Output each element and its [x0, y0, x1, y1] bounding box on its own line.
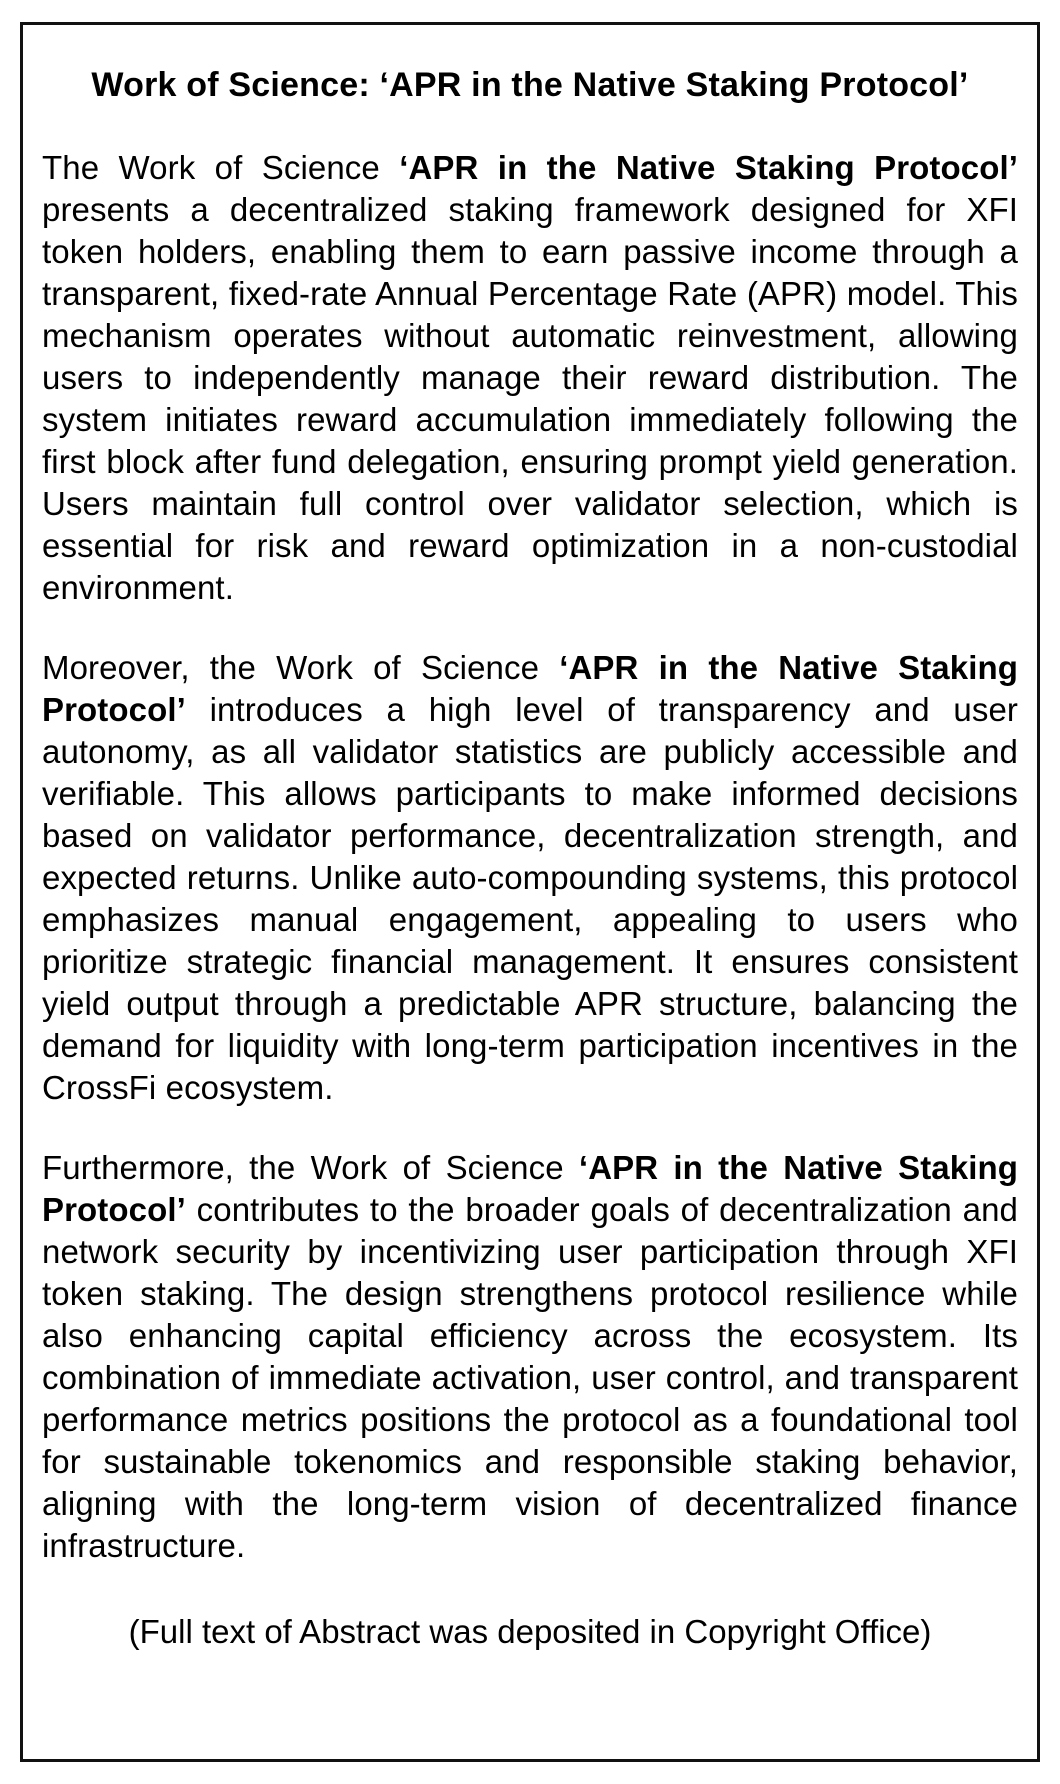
text-run: Moreover, the Work of Science [42, 649, 560, 686]
work-title-emphasis: ‘APR in the Native Staking Protocol’ [399, 149, 1018, 186]
text-run: The Work of Science [42, 149, 400, 186]
text-run: contributes to the broader goals of decentralization and network security by incentivizing user participation through XFI token staking. The design strengthens protocol resilience while also enhancing capital efficiency across the ecosystem. Its combination of immediate activation, user control, and transparent performance metrics positions the protocol as a foundational tool for sustainable tokenomics and responsible staking behavior, aligning with the long-term vision of decentralized finance infrastructure. [42, 1191, 1018, 1564]
text-run: Furthermore, the Work of Science [42, 1149, 579, 1186]
abstract-paragraph [42, 147, 1018, 609]
abstract-paragraph [42, 1147, 1018, 1567]
work-title-emphasis: ‘APR in the Native Staking Protocol’ [42, 1149, 1018, 1228]
abstract-paragraphs [42, 147, 1018, 1567]
work-title-emphasis: ‘APR in the Native Staking Protocol’ [42, 649, 1018, 728]
document-title: Work of Science: ‘APR in the Native Staking Protocol’ [91, 66, 969, 104]
text-run: presents a decentralized staking framework designed for XFI token holders, enabling them to earn passive income through a transparent, fixed-rate Annual Percentage Rate (APR) model. This mechanism operates without automatic reinvestment, allowing users to independently manage their reward distribution. The system initiates reward accumulation immediately following the first block after fund delegation, ensuring prompt yield generation. Users maintain full control over validator selection, which is essential for risk and reward optimization in a non-custodial environment. [42, 191, 1018, 606]
text-run: introduces a high level of transparency and user autonomy, as all validator statistics are publicly accessible and verifiable. This allows participants to make informed decisions based on validator performance, decentralization strength, and expected returns. Unlike auto-compounding systems, this protocol emphasizes manual engagement, appealing to users who prioritize strategic financial management. It ensures consistent yield output through a predictable APR structure, balancing the demand for liquidity with long-term participation incentives in the CrossFi ecosystem. [42, 691, 1018, 1106]
abstract-paragraph [42, 647, 1018, 1109]
document-frame [20, 22, 1040, 1762]
footer-note: (Full text of Abstract was deposited in Copyright Office) [128, 1613, 932, 1650]
